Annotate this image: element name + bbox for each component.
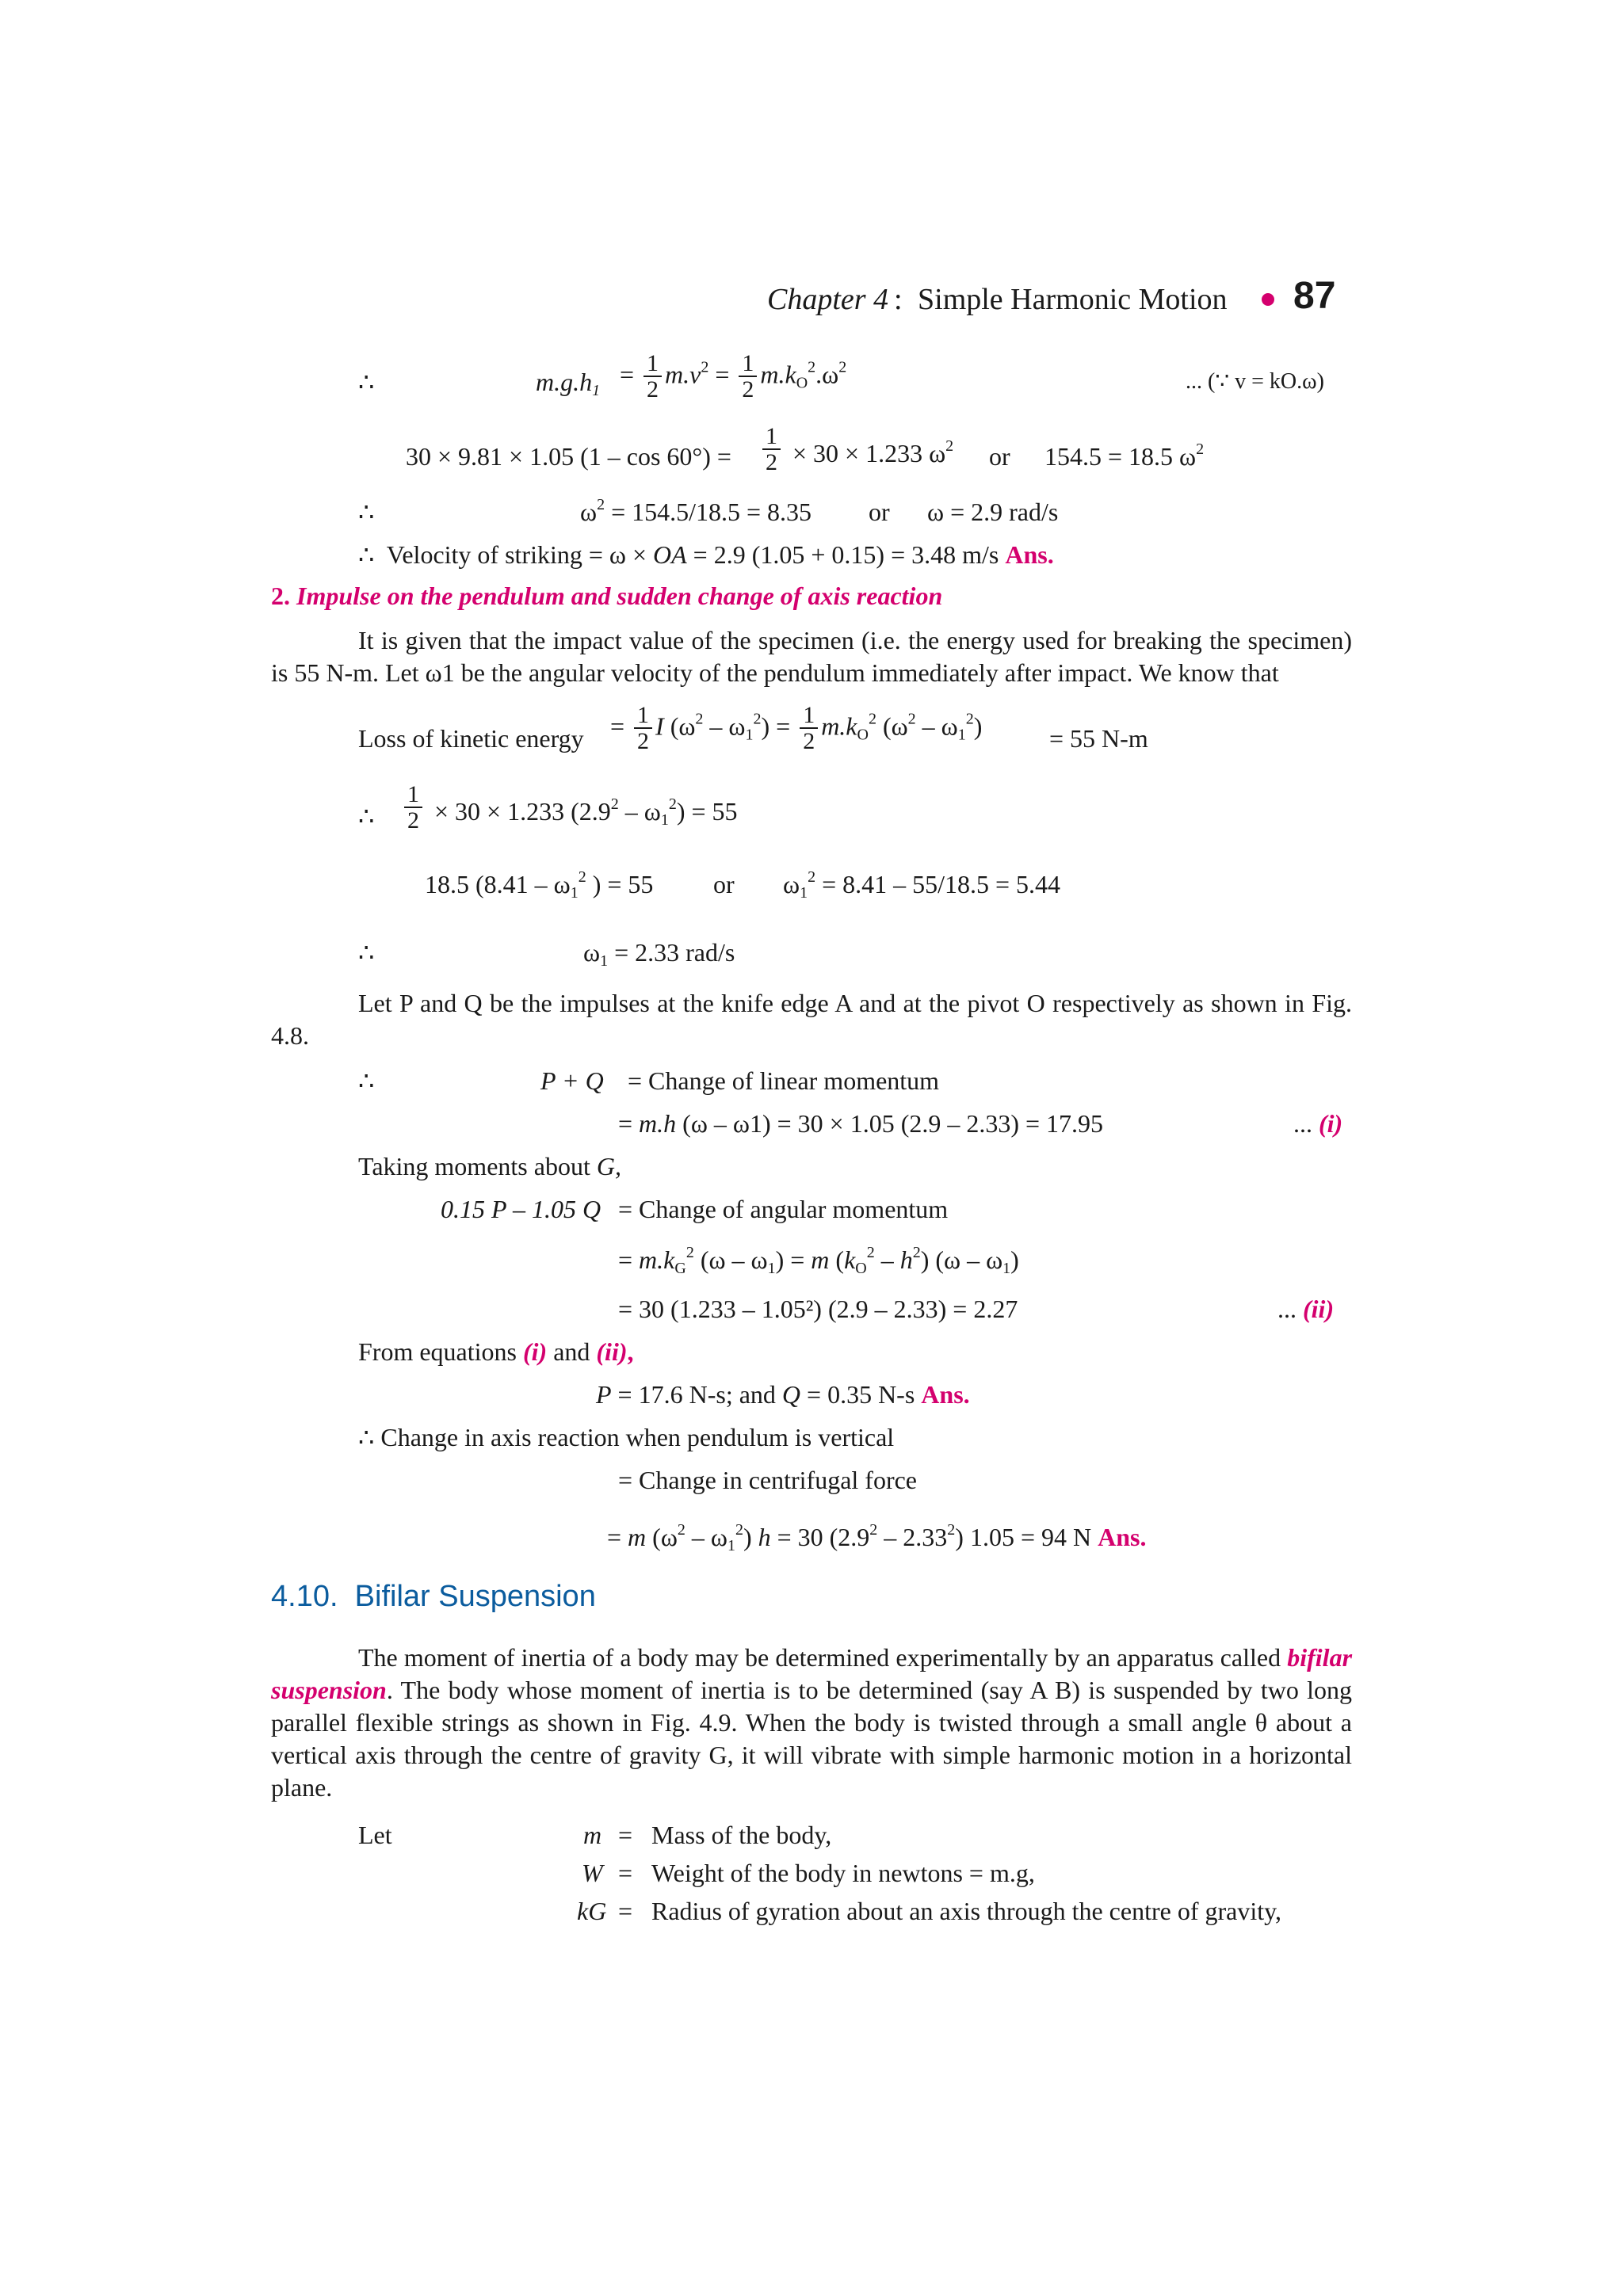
taking-moments: Taking moments about G, [358, 1152, 621, 1180]
therefore-symbol: ∴ [358, 802, 375, 830]
eq4-suffix: = 2.9 (1.05 + 0.15) = 3.48 m/s [693, 540, 999, 569]
eq2-or: or [989, 442, 1010, 471]
therefore-symbol: ∴ [358, 368, 375, 396]
eq7: $\omega_1 = 2.33$ rad/s [583, 938, 735, 970]
section-number: 4.10. [271, 1580, 338, 1613]
angular-calc2: = 30 (1.233 – 1.05²) (2.9 – 2.33) = 2.27 [618, 1295, 1018, 1323]
section-title: Bifilar Suspension [354, 1580, 596, 1613]
eq6-lhs: 18.5 ($8.41 - \omega_1^2$ ) = 55 [425, 868, 654, 902]
loss-expression: = $\frac{1}{2}$ I $(\omega^2 - \omega_1^2)$ = $\frac{1}{2}$ $m.k_O^2$ $(\omega^2 - \omega_1^2)$ [610, 702, 983, 754]
answer-label: Ans. [921, 1380, 970, 1409]
eq4-oa: OA [653, 540, 687, 569]
paragraph-bifilar: The moment of inertia of a body may be determined experimentally by an apparatus called bifilar suspension. The body whose moment of inertia is to be determined (say A B) is suspended by two long parallel flexible strings as shown in Fig. 4.9. When the body is twisted through a small angle θ about a vertical axis through the centre of gravity G, it will vibrate with simple harmonic motion in a horizontal plane. [271, 1643, 1353, 1802]
section-heading [271, 1580, 596, 1614]
linear-lhs: P + Q [540, 1066, 604, 1095]
therefore-symbol: ∴ [358, 498, 375, 526]
loss-value: = 55 N-m [1049, 724, 1148, 753]
eq5-rhs: × 30 × 1.233 $(2.9^2 - \omega_1^2) = 55$ [434, 795, 738, 829]
subheading-text: Impulse on the pendulum and sudden change of axis reaction [296, 582, 943, 610]
eq4-prefix: Velocity of striking = ω × [386, 540, 647, 569]
therefore-symbol: ∴ [358, 1066, 375, 1095]
impulse-results: P = 17.6 N-s; and Q = 0.35 N-s Ans. [596, 1380, 970, 1409]
answer-label: Ans. [1005, 540, 1054, 569]
linear-rhs: = Change of linear momentum [628, 1066, 940, 1095]
page-number: 87 [1293, 275, 1336, 317]
angular-lhs: 0.15 P – 1.05 Q [441, 1195, 601, 1223]
velocity-of-striking [358, 539, 1054, 570]
angular-rhs: = Change of angular momentum [618, 1195, 949, 1223]
ref-ii: ... (ii) [1277, 1295, 1335, 1323]
linear-calc: = m.h (ω – ω1) = 30 × 1.05 (2.9 – 2.33) = 17.95 [618, 1109, 1104, 1138]
eq3-or: or [869, 498, 890, 526]
ref-i: ... (i) [1293, 1109, 1343, 1138]
eq1-rhs: = $\frac{1}{2}$ $m.v^2$ = $\frac{1}{2}$ $m.k_O^2.\omega^2$ [620, 350, 847, 402]
eq1-reference: ... (∵ v = kO.ω) [1186, 369, 1324, 394]
eq2-alt: 154.5 = 18.5 $\omega^2$ [1044, 441, 1205, 471]
chapter-label: Chapter 4 [767, 283, 889, 316]
from-equations: From equations (i) and (ii), [358, 1337, 634, 1366]
eq6-rhs: $\omega_1^2 = 8.41 - 55/18.5 = 5.44$ [783, 868, 1061, 902]
bifilar-term: bifilar suspension [271, 1643, 1353, 1704]
change-axis-reaction: ∴ Change in axis reaction when pendulum is vertical [358, 1423, 895, 1451]
eq5-frac: $\frac{1}{2}$ [401, 783, 426, 833]
chapter-separator: : [894, 283, 903, 316]
chapter-title: Simple Harmonic Motion [918, 283, 1228, 316]
therefore-symbol: ∴ [358, 938, 375, 967]
answer-label: Ans. [1098, 1523, 1147, 1551]
eq3: $\omega^2 = 154.5/18.5 = 8.35$ [580, 496, 812, 526]
definition-symbol: kG [577, 1897, 607, 1925]
eq1-lhs: $m.g.h_1$ [536, 368, 601, 399]
definition-desc: Mass of the body, [651, 1821, 832, 1849]
subheading-number: 2. [271, 582, 290, 610]
eq2-rhs: × 30 × 1.233 $\omega^2$ [792, 437, 954, 467]
loss-label: Loss of kinetic energy [358, 724, 584, 753]
definition-symbol: W [582, 1859, 603, 1887]
let-label: Let [358, 1821, 392, 1849]
subheading [271, 582, 942, 611]
eq3-alt: ω = 2.9 rad/s [927, 498, 1059, 526]
centrifugal-line: = Change in centrifugal force [618, 1466, 917, 1494]
eq2-frac: $\frac{1}{2}$ [759, 425, 784, 475]
definition-desc: Weight of the body in newtons = m.g, [651, 1859, 1035, 1887]
angular-calc1: = $m.k_G^2$ $(\omega - \omega_1) = m$ $(k_O^2 - h^2)$ $(\omega - \omega_1)$ [618, 1244, 1019, 1277]
therefore-symbol: ∴ [358, 540, 375, 569]
paragraph-impact: It is given that the impact value of the specimen (i.e. the energy used for breaking the specimen) is 55 N-m. Let ω1 be the angular velocity of the pendulum immediately after impact. We know that [271, 626, 1352, 687]
eq6-or: or [713, 870, 735, 898]
bullet-icon [1262, 293, 1274, 306]
eq2-lhs: 30 × 9.81 × 1.05 (1 – cos 60°) = [406, 442, 731, 471]
definition-symbol: m [583, 1821, 602, 1849]
paragraph-impulses: Let P and Q be the impulses at the knife edge A and at the pivot O respectively as shown in Fig. 4.8. [271, 989, 1352, 1050]
final-answer: = m $(\omega^2 - \omega_1^2) h = 30$ $(2.9^2 - 2.33^2) 1.05 = 94$ N Ans. [607, 1521, 1147, 1554]
definition-desc: Radius of gyration about an axis through the centre of gravity, [651, 1897, 1282, 1925]
